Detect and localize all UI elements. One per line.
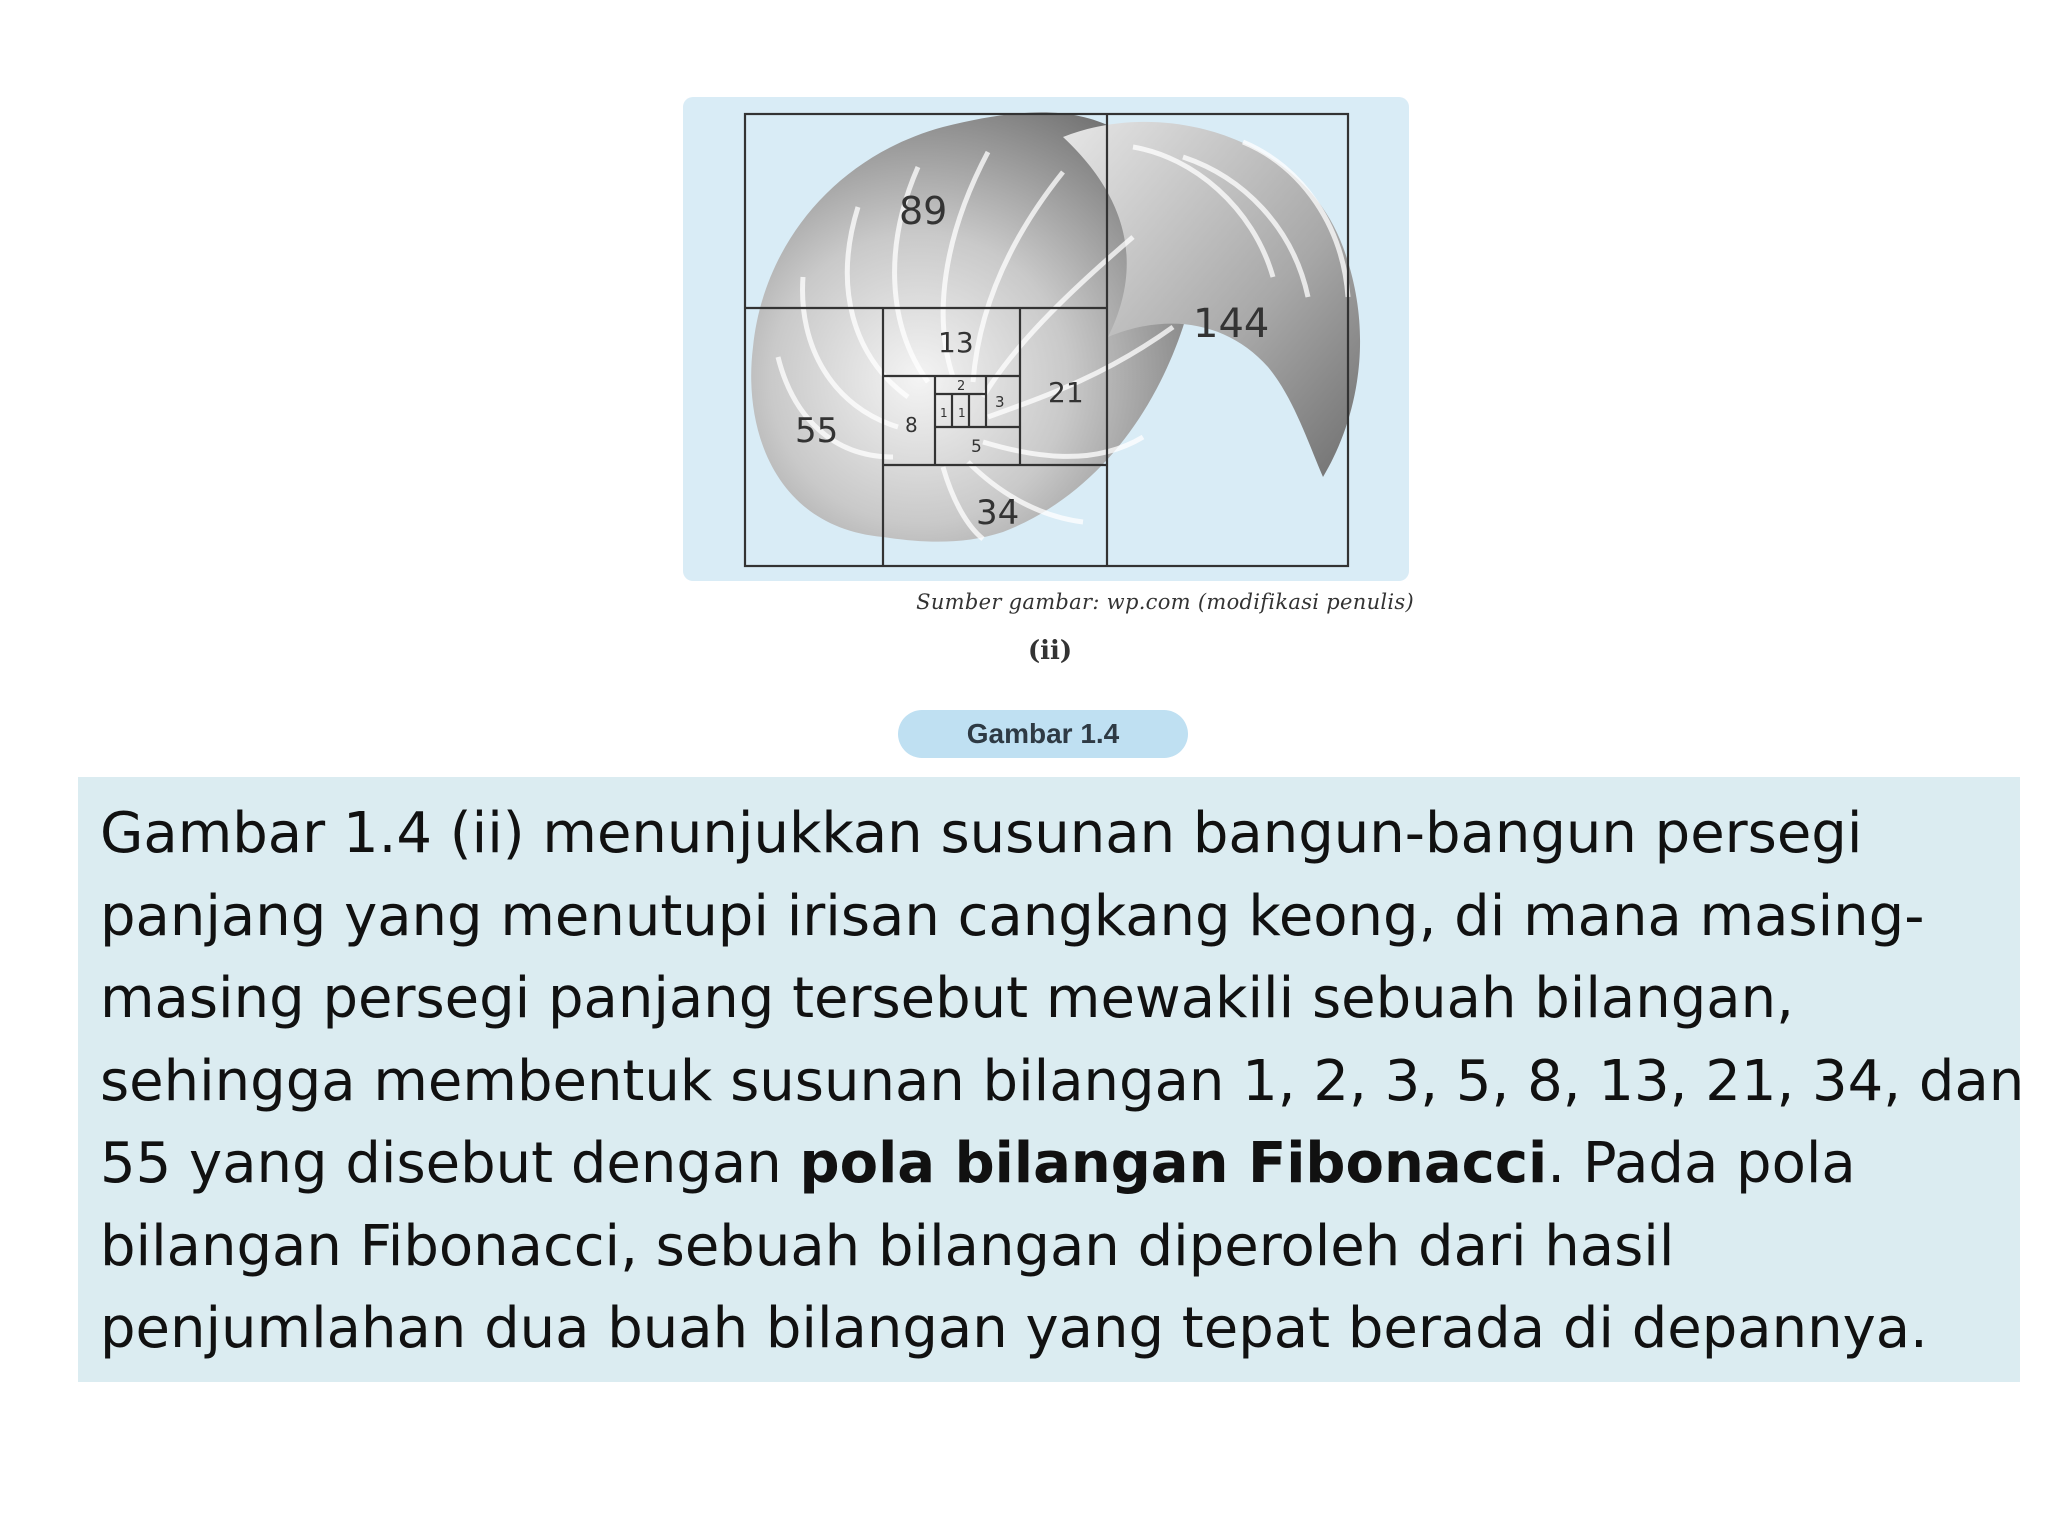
- line-5-start: 55 yang disebut dengan: [100, 1131, 800, 1196]
- explanation-text-box: [78, 777, 2025, 1382]
- paragraph-line-6: bilangan Fibonacci, sebuah bilangan diperoleh dari hasil: [100, 1213, 1675, 1279]
- nautilus-shell-illustration: [683, 97, 1409, 581]
- paragraph-line-3: masing persegi panjang tersebut mewakili sebuah bilangan,: [100, 966, 1794, 1031]
- figure-badge: Gambar 1.4: [898, 710, 1188, 758]
- image-source-caption: Sumber gambar: wp.com (modifikasi penulis): [916, 590, 1414, 614]
- label-89: 89: [899, 189, 948, 233]
- label-1b: 1: [958, 406, 966, 420]
- paragraph-line-4: sehingga membentuk susunan bilangan 1, 2, 3, 5, 8, 13, 21, 34, dan: [100, 1048, 2025, 1114]
- explanation-paragraph: [100, 793, 2025, 1371]
- paragraph-line-7: penjumlahan dua buah bilangan yang tepat berada di depannya.: [100, 1296, 1928, 1361]
- paragraph-line-1: Gambar 1.4 (ii) menunjukkan susunan bangun-bangun persegi: [100, 801, 1863, 866]
- paragraph-line-2: panjang yang menutupi irisan cangkang keong, di mana masing-: [100, 883, 1925, 949]
- label-144: 144: [1193, 301, 1270, 347]
- label-55: 55: [795, 411, 839, 451]
- label-34: 34: [976, 493, 1020, 533]
- label-5: 5: [971, 437, 982, 457]
- figure-sub-label: (ii): [1027, 636, 1073, 666]
- label-8: 8: [905, 413, 918, 437]
- label-21: 21: [1048, 376, 1084, 409]
- label-1a: 1: [940, 406, 948, 420]
- nautilus-fibonacci-figure: [683, 97, 1409, 581]
- fibonacci-term: pola bilangan Fibonacci: [799, 1131, 1548, 1196]
- label-2: 2: [957, 379, 966, 394]
- line-5-end: . Pada pola: [1547, 1131, 1856, 1196]
- label-3: 3: [995, 393, 1005, 411]
- paragraph-line-5: [100, 1123, 2010, 1206]
- label-13: 13: [938, 326, 974, 359]
